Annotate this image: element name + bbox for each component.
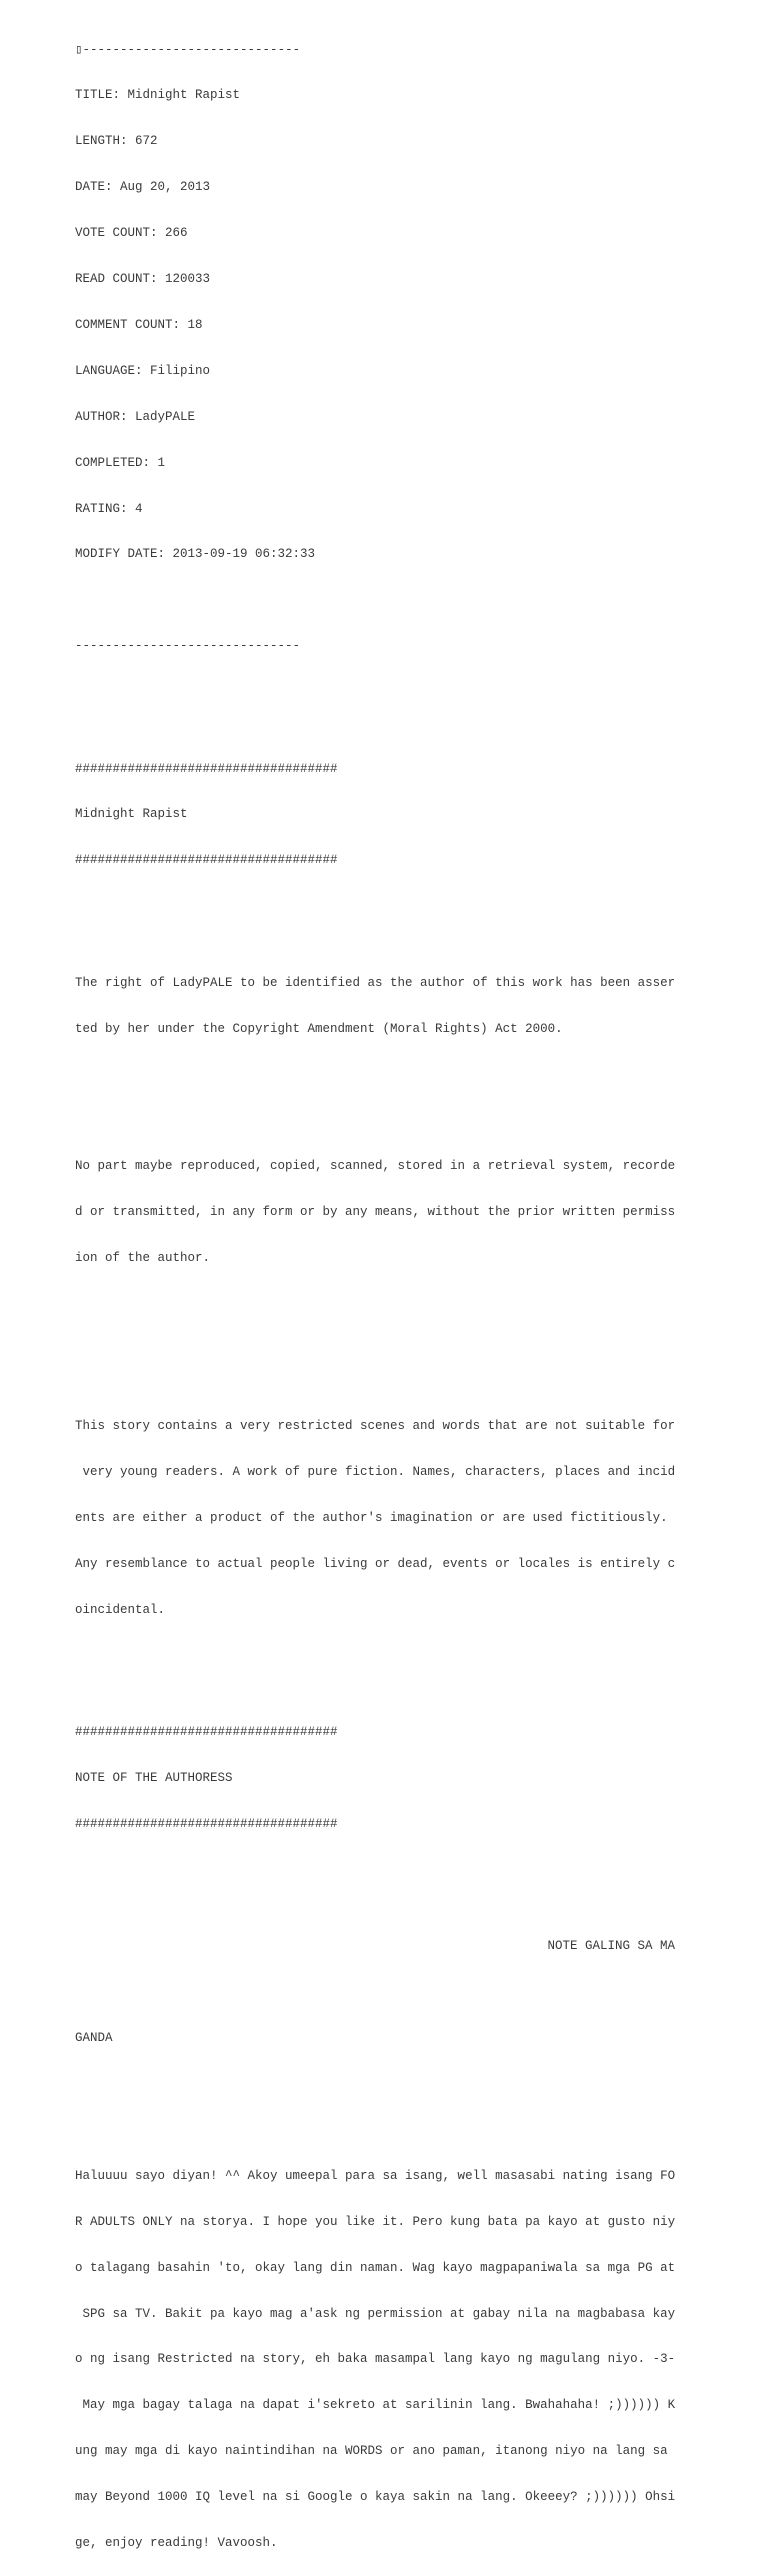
note-body-line: SPG sa TV. Bakit pa kayo mag a'ask ng permission at gabay nila na magbabasa kay [75, 2306, 676, 2321]
field-vote-count: VOTE COUNT: 266 [75, 226, 188, 241]
reproduction-line: No part maybe reproduced, copied, scanned, stored in a retrieval system, recorde [75, 1159, 676, 1174]
note-title: NOTE OF THE AUTHORESS [75, 1771, 233, 1786]
note-body-line: o ng isang Restricted na story, eh baka masampal lang kayo ng magulang niyo. -3- [75, 2352, 676, 2367]
note-heading-continuation: GANDA [75, 2031, 113, 2046]
copyright-line: The right of LadyPALE to be identified as the author of this work has been asser [75, 975, 676, 990]
note-body-line: R ADULTS ONLY na storya. I hope you like it. Pero kung bata pa kayo at gusto niy [75, 2214, 676, 2229]
note-hash-bottom: ################################### [75, 1817, 338, 1832]
field-read-count: READ COUNT: 120033 [75, 272, 211, 287]
note-body-line: Haluuuu sayo diyan! ^^ Akoy umeepal para sa isang, well masasabi nating isang FO [75, 2168, 676, 2183]
copyright-line: ted by her under the Copyright Amendment (Moral Rights) Act 2000. [75, 1021, 563, 1036]
document-page [75, 12, 675, 2567]
field-title: TITLE: Midnight Rapist [75, 88, 241, 103]
field-rating: RATING: 4 [75, 501, 143, 516]
note-body-line: May mga bagay talaga na dapat i'sekreto at sarilinin lang. Bwahahaha! ;)))))) K [75, 2398, 676, 2413]
disclaimer-line: ents are either a product of the author's imagination or are used fictitiously. [75, 1511, 668, 1526]
missing-glyph-icon: ▯ [75, 42, 83, 57]
header-rule-top: ▯----------------------------- [75, 42, 301, 57]
field-modify-date: MODIFY DATE: 2013-09-19 06:32:33 [75, 547, 316, 562]
title-hash-bottom: ################################### [75, 853, 338, 868]
header-rule-bottom: ------------------------------ [75, 639, 301, 654]
note-body-line: o talagang basahin 'to, okay lang din naman. Wag kayo magpapaniwala sa mga PG at [75, 2260, 676, 2275]
reproduction-line: d or transmitted, in any form or by any means, without the prior written permiss [75, 1205, 676, 1220]
note-body-line: ung may mga di kayo naintindihan na WORDS or ano paman, itanong niyo na lang sa [75, 2444, 668, 2459]
disclaimer-line: This story contains a very restricted scenes and words that are not suitable for [75, 1419, 676, 1434]
title-hash-top: ################################### [75, 761, 338, 776]
field-date: DATE: Aug 20, 2013 [75, 180, 211, 195]
field-comment-count: COMMENT COUNT: 18 [75, 317, 203, 332]
field-language: LANGUAGE: Filipino [75, 363, 211, 378]
note-body-line: ge, enjoy reading! Vavoosh. [75, 2536, 278, 2550]
disclaimer-line: Any resemblance to actual people living or dead, events or locales is entirely c [75, 1557, 676, 1571]
field-author: AUTHOR: LadyPALE [75, 409, 196, 424]
note-body-line: may Beyond 1000 IQ level na si Google o kaya sakin na lang. Okeeey? ;)))))) Ohsi [75, 2490, 676, 2505]
field-completed: COMPLETED: 1 [75, 455, 166, 470]
story-title: Midnight Rapist [75, 807, 188, 822]
disclaimer-line: very young readers. A work of pure fiction. Names, characters, places and incid [75, 1465, 676, 1480]
note-heading-right: NOTE GALING SA MA [547, 1939, 675, 1954]
disclaimer-line: oincidental. [75, 1602, 166, 1617]
field-length: LENGTH: 672 [75, 134, 158, 149]
note-hash-top: ################################### [75, 1725, 338, 1740]
reproduction-line: ion of the author. [75, 1251, 211, 1266]
